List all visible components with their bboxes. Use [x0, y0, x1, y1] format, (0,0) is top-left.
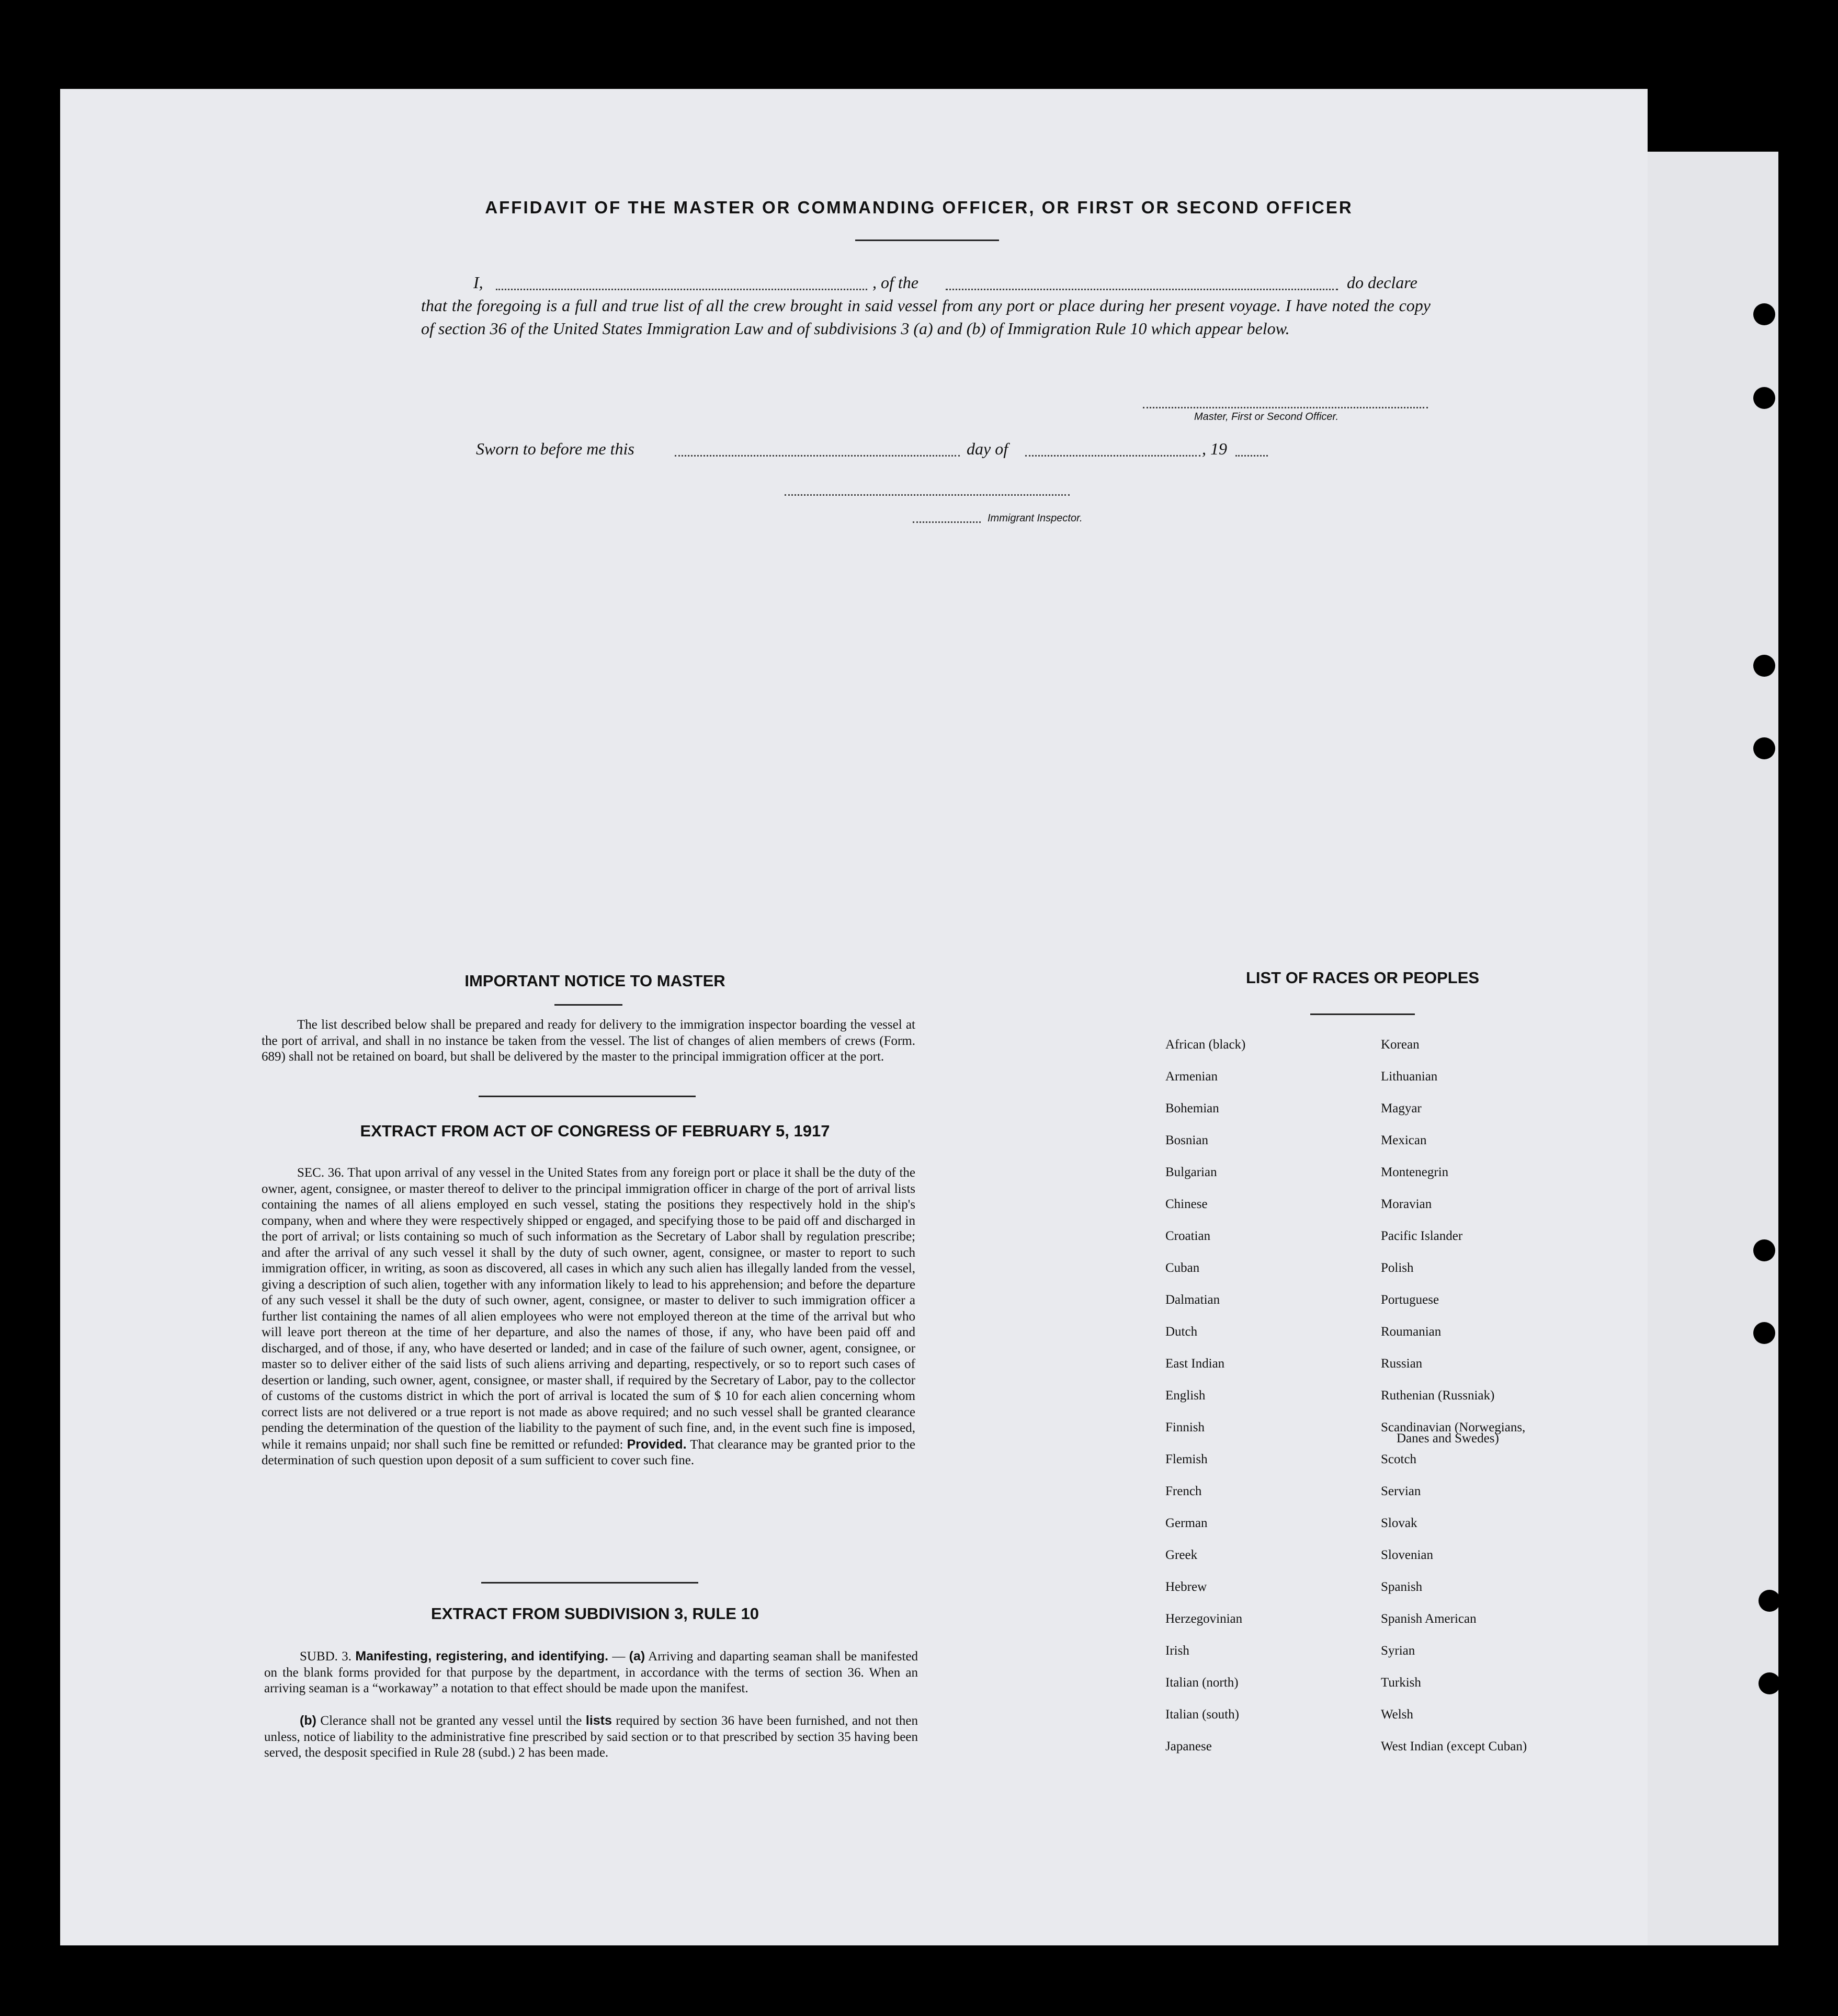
race-item: German — [1165, 1516, 1208, 1530]
race-item: Spanish American — [1381, 1612, 1477, 1626]
signature-caption: Master, First or Second Officer. — [1194, 411, 1339, 423]
affidavit-of-the: , of the — [872, 273, 918, 292]
race-item: Polish — [1381, 1261, 1414, 1275]
race-item-continuation: Danes and Swedes) — [1397, 1431, 1499, 1445]
binder-hole — [1753, 1322, 1775, 1344]
inspector-name-field[interactable] — [913, 521, 981, 523]
race-item: Hebrew — [1165, 1580, 1207, 1594]
rule-a-text: Arriving and daparting seaman shall be manifested on the blank forms provided for that purpose by the department, in accordance with the terms of section 36. When an arriving seaman is a “workaway” a notation to that effect should be made upon the manifest. — [264, 1649, 918, 1695]
race-item: Bosnian — [1165, 1133, 1208, 1147]
race-item: Lithuanian — [1381, 1069, 1438, 1084]
binder-hole — [1758, 1672, 1780, 1694]
rule-b-text-2: required by section 36 have been furnished, and not then unless, notice of liability to the administrative fine prescribed by said section or to that prescribed by section 35 having been served, the desposit specified in Rule 28 (subd.) 2 has been made. — [264, 1714, 918, 1760]
rule-text-a — [264, 1648, 918, 1697]
race-item: Chinese — [1165, 1197, 1208, 1211]
signature-field[interactable] — [1143, 407, 1428, 408]
inspector-caption: Immigrant Inspector. — [988, 512, 1083, 524]
race-item: Portuguese — [1381, 1293, 1439, 1307]
race-item: Italian (north) — [1165, 1676, 1239, 1690]
vessel-field[interactable] — [946, 289, 1338, 290]
race-item: French — [1165, 1484, 1202, 1498]
rule-text-b — [264, 1713, 918, 1761]
race-item: Magyar — [1381, 1101, 1422, 1115]
race-item: Italian (south) — [1165, 1707, 1239, 1722]
name-field[interactable] — [496, 289, 867, 290]
binder-hole — [1753, 303, 1775, 325]
subd-label: SUBD. 3. — [300, 1649, 351, 1664]
race-item: Irish — [1165, 1644, 1189, 1658]
race-item: Moravian — [1381, 1197, 1432, 1211]
race-item: Finnish — [1165, 1420, 1205, 1434]
divider — [479, 1096, 696, 1097]
race-item: English — [1165, 1388, 1206, 1403]
act-title: EXTRACT FROM ACT OF CONGRESS OF FEBRUARY 5, 1917 — [360, 1122, 830, 1140]
affidavit-title: AFFIDAVIT OF THE MASTER OR COMMANDING OFFICER, OR FIRST OR SECOND OFFICER — [485, 198, 1353, 217]
year-label: , 19 — [1202, 439, 1227, 458]
race-item: Servian — [1381, 1484, 1421, 1498]
binder-hole — [1753, 655, 1775, 677]
rule-b-label: (b) — [300, 1713, 316, 1728]
divider — [1310, 1013, 1415, 1015]
act-text — [262, 1165, 915, 1469]
divider — [554, 1004, 622, 1006]
affidavit-i-label: I, — [473, 273, 483, 292]
race-item: Dalmatian — [1165, 1293, 1220, 1307]
race-item: Flemish — [1165, 1452, 1208, 1466]
race-item: Slovak — [1381, 1516, 1417, 1530]
rule-b-lists: lists — [585, 1713, 612, 1728]
rule-title: EXTRACT FROM SUBDIVISION 3, RULE 10 — [431, 1604, 759, 1623]
day-of-label: day of — [967, 439, 1008, 458]
binder-hole — [1753, 387, 1775, 409]
divider — [481, 1582, 698, 1584]
race-item: Syrian — [1381, 1644, 1415, 1658]
notice-text: The list described below shall be prepared and ready for delivery to the immigration inspector boarding the vessel at the port of arrival, and shall in no instance be taken from the vessel. The list of changes of alien members of crews (Form. 689) shall not be retained on board, but shall be delivered by the master to the principal immigration officer at the port. — [262, 1018, 915, 1064]
race-item: Scotch — [1381, 1452, 1417, 1466]
provided-label: Provided. — [627, 1437, 687, 1452]
race-item: Herzegovinian — [1165, 1612, 1243, 1626]
race-item: Croatian — [1165, 1229, 1211, 1243]
race-item: Slovenian — [1381, 1548, 1433, 1562]
sworn-year-field[interactable] — [1235, 455, 1268, 457]
rule-dash: — — [608, 1649, 629, 1664]
inspector-signature-field[interactable] — [785, 494, 1070, 496]
sworn-label: Sworn to before me this — [476, 439, 634, 458]
affidavit-text: that the foregoing is a full and true list of all the crew brought in said vessel from any port or place during her present voyage. I have noted the copy of section 36 of the United States Immigration Law and of subdivisions 3 (a) and (b) of Immigration Rule 10 which appear below. — [421, 296, 1431, 338]
notice-title: IMPORTANT NOTICE TO MASTER — [464, 972, 725, 990]
race-item: Greek — [1165, 1548, 1198, 1562]
race-item: Welsh — [1381, 1707, 1413, 1722]
binder-hole — [1753, 1239, 1775, 1261]
race-item: East Indian — [1165, 1357, 1225, 1371]
race-item: Spanish — [1381, 1580, 1423, 1594]
race-item: Japanese — [1165, 1739, 1212, 1753]
race-item: Korean — [1381, 1038, 1420, 1052]
race-item: African (black) — [1165, 1038, 1246, 1052]
race-item: Bohemian — [1165, 1101, 1219, 1115]
form-sheet-edge — [1648, 152, 1778, 1945]
sworn-day-field[interactable] — [675, 455, 960, 457]
rule-b-text-1: Clerance shall not be granted any vessel until the — [320, 1714, 582, 1728]
race-item: Pacific Islander — [1381, 1229, 1463, 1243]
races-title: LIST OF RACES OR PEOPLES — [1245, 969, 1480, 987]
binder-hole — [1753, 737, 1775, 759]
rule-heading: Manifesting, registering, and identifying. — [355, 1649, 609, 1664]
race-item: Mexican — [1381, 1133, 1427, 1147]
affidavit-do-declare: do declare — [1347, 273, 1417, 292]
divider — [855, 240, 999, 241]
race-item: Dutch — [1165, 1325, 1198, 1339]
rule-a-label: (a) — [629, 1649, 645, 1664]
binder-hole — [1758, 1590, 1780, 1612]
race-item: Russian — [1381, 1357, 1423, 1371]
race-item: Montenegrin — [1381, 1165, 1449, 1179]
sworn-month-field[interactable] — [1025, 455, 1200, 457]
act-body: SEC. 36. That upon arrival of any vessel in the United States from any foreign port or place it shall be the duty of the owner, agent, consignee, or master thereof to deliver to the principal immigration officer in charge of the port of arrival lists containing the names of all aliens employed en such vessel, stating the positions they respectively hold in the ship's company, when and where they were respectively shipped or engaged, and specifying those to be paid off and discharged in the port of arrival; or lists containing so much of such information as the Secretary of Labor shall by regulation prescribe; and after the arrival of any such vessel it shall by the duty of such owner, agent, consignee, or master to report to such immigration officer, in writing, as soon as discovered, all cases in which any such alien has illegally landed from the vessel, giving a description of such alien, together with any information likely to lead to his apprehension; and before the departure of any such vessel it shall be the duty of such owner, agent, consignee, or master to deliver to such immigration officer a further list containing the names of all alien employees who were not employed thereon at the time of the arrival but who will leave port thereon at the time of her departure, and also the names of those, if any, who have been paid off and discharged, and of those, if any, who have deserted or landed; and in case of the failure of such owner, agent, consignee, or master so to deliver either of the said lists of such aliens arriving and departing, respectively, or so to report such cases of desertion or landing, such owner, agent, consignee, or master shall, if required by the Secretary of Labor, pay to the collector of customs of the customs district in which the port of arrival is located the sum of $ 10 for each alien concerning whom correct lists are not delivered or a true report is not made as above required; and no such vessel shall be granted clearance pending the determination of the question of the liability to the payment of such fine, and, in the event such fine is imposed, while it remains unpaid; nor shall such fine be remitted or refunded: — [262, 1166, 915, 1452]
act-body-end: That clearance may be granted prior to the determination of such question upon deposit of a sum sufficient to cover such fine. — [262, 1437, 915, 1467]
race-item: Roumanian — [1381, 1325, 1442, 1339]
race-item: Armenian — [1165, 1069, 1218, 1084]
race-item: Cuban — [1165, 1261, 1200, 1275]
race-item: Bulgarian — [1165, 1165, 1217, 1179]
race-item: Scandinavian (Norwegians, — [1381, 1420, 1526, 1434]
race-item: West Indian (except Cuban) — [1381, 1739, 1527, 1753]
race-item: Ruthenian (Russniak) — [1381, 1388, 1495, 1403]
race-item: Turkish — [1381, 1676, 1421, 1690]
